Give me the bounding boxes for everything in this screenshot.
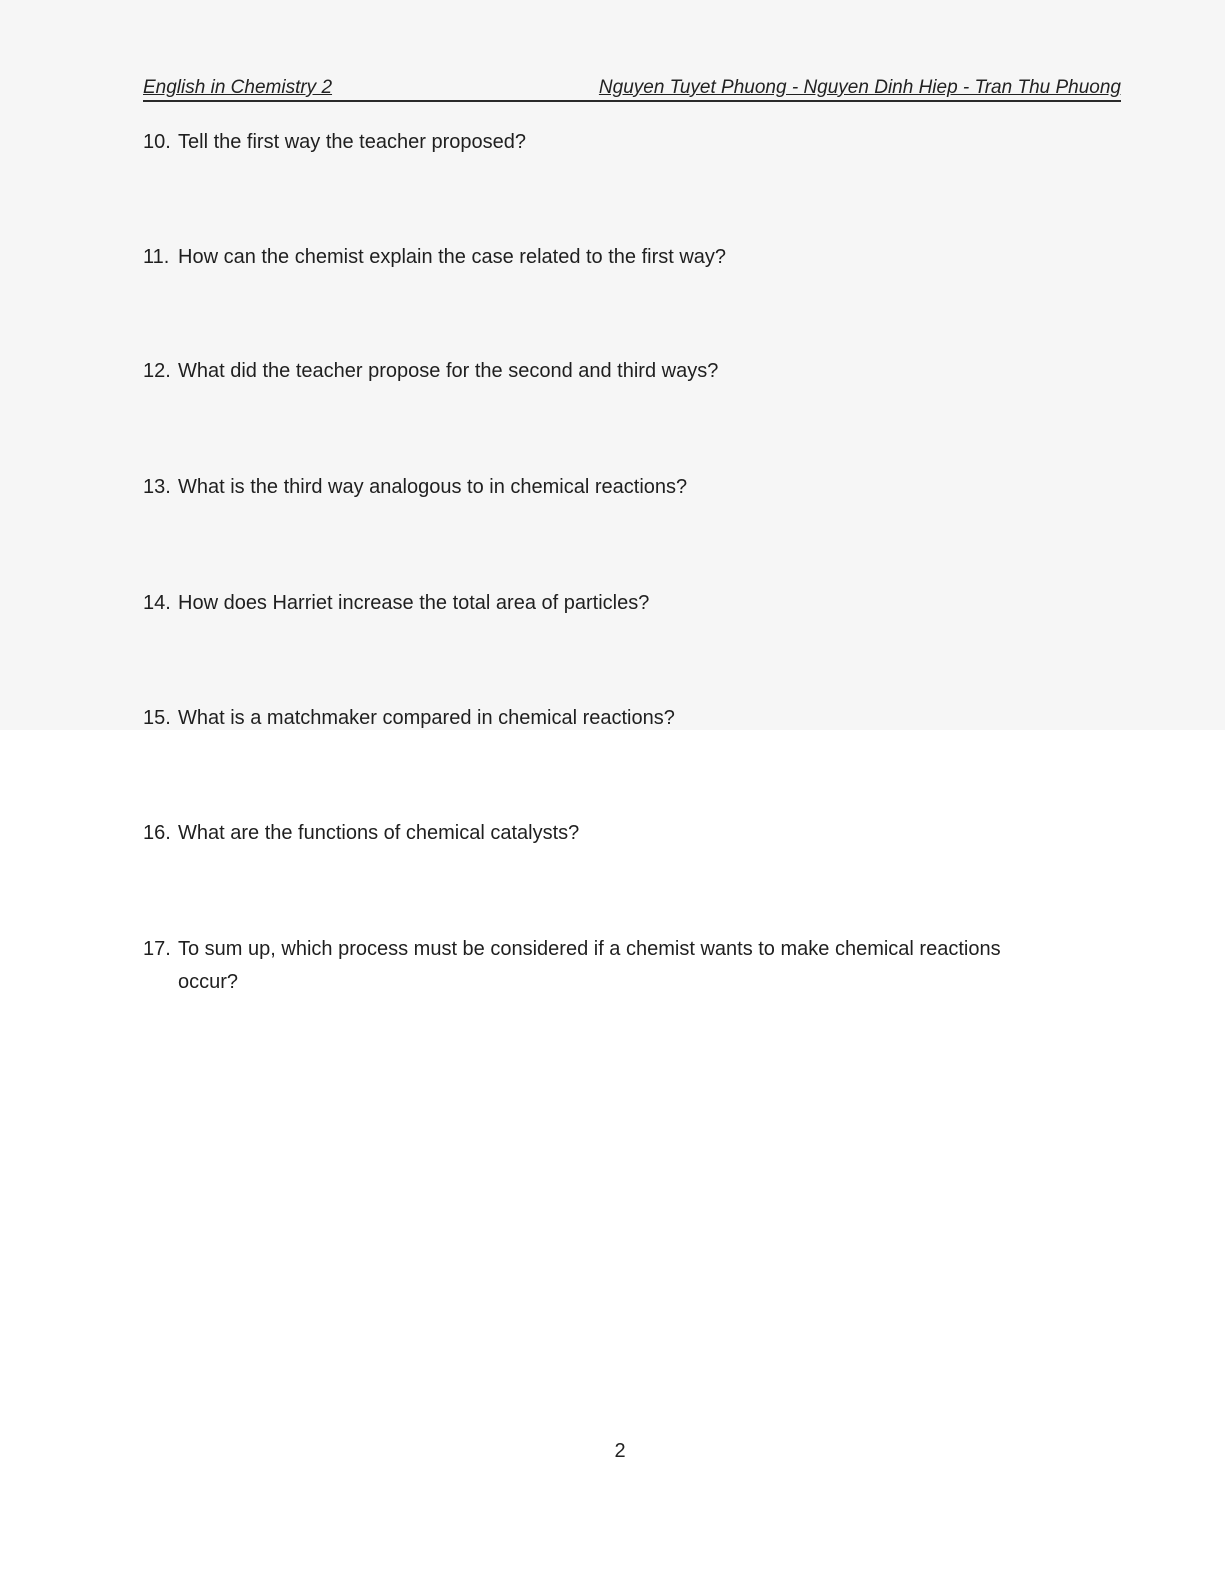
- question-text: What did the teacher propose for the second and third ways?: [178, 360, 719, 382]
- question-text: To sum up, which process must be considered if a chemist wants to make chemical reactions: [178, 938, 1001, 960]
- question-12: [143, 355, 1103, 388]
- page-number: 2: [614, 1440, 626, 1462]
- header-authors: Nguyen Tuyet Phuong - Nguyen Dinh Hiep - Tran Thu Phuong: [598, 77, 1121, 98]
- question-number: 16.: [143, 822, 171, 844]
- page-header: [143, 74, 1121, 102]
- question-15: [143, 702, 1103, 735]
- question-text: What is the third way analogous to in chemical reactions?: [178, 476, 688, 498]
- question-17: [143, 933, 1103, 999]
- question-10: [143, 126, 1103, 159]
- question-number: 11.: [143, 246, 170, 268]
- question-text: What is a matchmaker compared in chemical reactions?: [178, 707, 675, 729]
- question-text: How can the chemist explain the case related to the first way?: [178, 246, 727, 268]
- question-number: 13.: [143, 476, 171, 498]
- question-13: [143, 471, 1103, 504]
- question-number: 12.: [143, 360, 171, 382]
- question-16: [143, 817, 1103, 850]
- question-text: Tell the first way the teacher proposed?: [178, 131, 526, 153]
- question-number: 10.: [143, 131, 171, 153]
- question-text-continuation: occur?: [178, 971, 239, 993]
- question-number: 14.: [143, 592, 171, 614]
- question-number: 17.: [143, 938, 171, 960]
- question-text: What are the functions of chemical catalysts?: [178, 822, 580, 844]
- question-11: [143, 241, 1103, 274]
- question-text: How does Harriet increase the total area of particles?: [178, 592, 650, 614]
- question-number: 15.: [143, 707, 171, 729]
- question-14: [143, 587, 1103, 620]
- header-course-title: English in Chemistry 2: [143, 77, 333, 98]
